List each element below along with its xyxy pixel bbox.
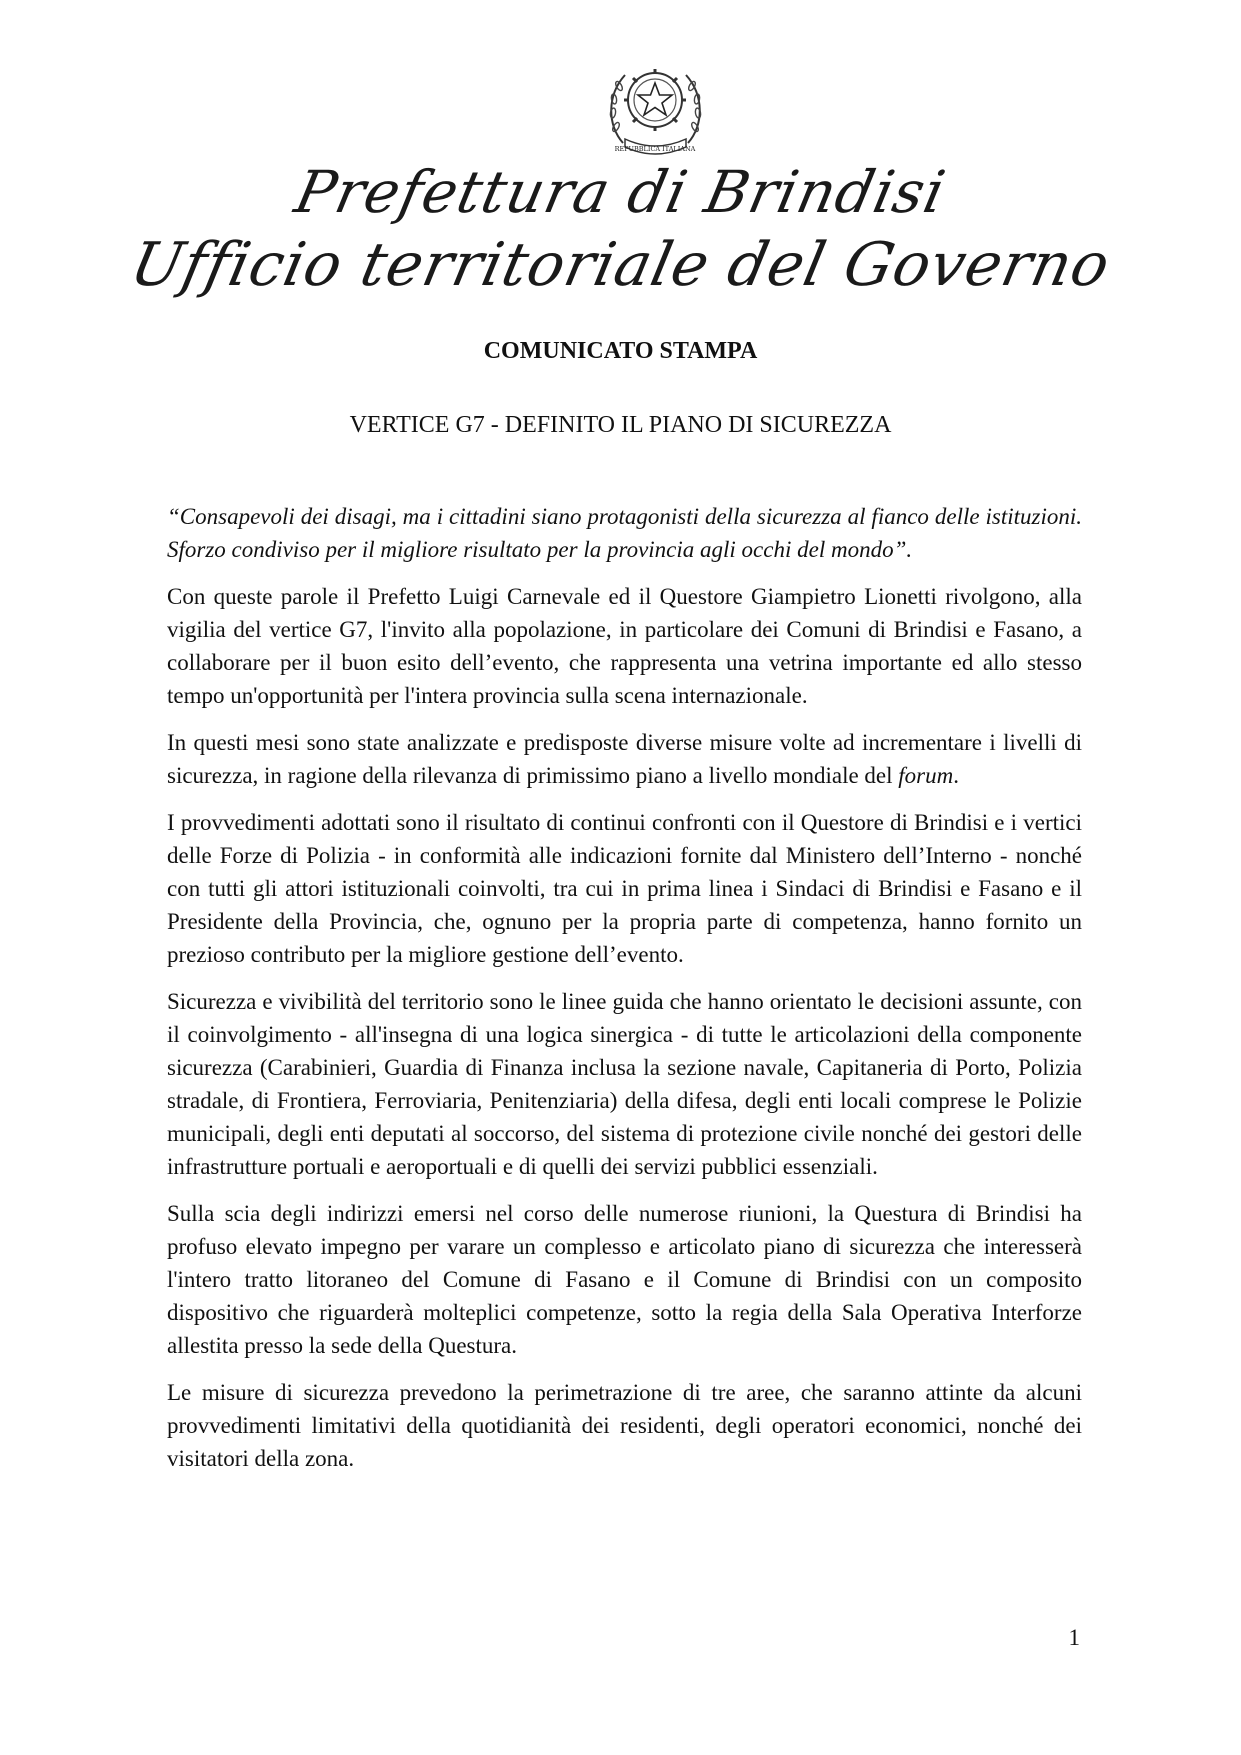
document-title: COMUNICATO STAMPA — [483, 338, 758, 364]
body-paragraph: Con queste parole il Prefetto Luigi Carnevale ed il Questore Giampietro Lionetti rivolgono, alla vigilia del vertice G7, l'invito alla popolazione, in particolare dei Comuni di Brindisi e Fasano, a collaborare per il buon esito dell’evento, che rappresenta una vetrina importante ed allo stesso tempo un'opportunità per l'intera provincia sulla scena internazionale. — [167, 584, 1082, 708]
paragraph-text: In questi mesi sono state analizzate e predisposte diverse misure volte ad incrementare i livelli di sicurezza, in ragione della rilevanza di primissimo piano a livello mondiale del — [167, 730, 1082, 788]
office-name: Ufficio territoriale del Governo — [124, 230, 1117, 300]
page-number: 1 — [1068, 1625, 1080, 1650]
body-paragraph: Sulla scia degli indirizzi emersi nel corso delle numerose riunioni, la Questura di Brindisi ha profuso elevato impegno per varare un complesso e articolato piano di sicurezza che interesserà l'intero tratto litoraneo del Comune di Fasano e il Comune di Brindisi con un composito dispositivo che riguarderà molteplici competenze, sotto la regia della Sala Operativa Interforze allestita presso la sede della Questura. — [167, 1201, 1082, 1358]
prefecture-name: Prefettura di Brindisi — [289, 158, 952, 226]
document-subtitle: VERTICE G7 - DEFINITO IL PIANO DI SICUREZZA — [349, 412, 892, 438]
paragraph-end: . — [953, 763, 959, 788]
italian-republic-emblem-icon — [603, 55, 708, 162]
svg-text:REPUBBLICA ITALIANA: REPUBBLICA ITALIANA — [614, 145, 696, 153]
quote-paragraph: “Consapevoli dei disagi, ma i cittadini siano protagonisti della sicurezza al fianco delle istituzioni. Sforzo condiviso per il migliore risultato per la provincia agli occhi del mondo”. — [167, 504, 1082, 562]
body-paragraph: Sicurezza e vivibilità del territorio sono le linee guida che hanno orientato le decisioni assunte, con il coinvolgimento - all'insegna di una logica sinergica - di tutte le articolazioni della componente sicurezza (Carabinieri, Guardia di Finanza inclusa la sezione navale, Capitaneria di Porto, Polizia stradale, di Frontiera, Ferroviaria, Penitenziaria) della difesa, degli enti locali comprese le Polizie municipali, degli enti deputati al soccorso, del sistema di protezione civile nonché dei gestori delle infrastrutture portuali e aeroportuali e di quelli dei servizi pubblici essenziali. — [167, 989, 1082, 1179]
body-paragraph — [167, 726, 1082, 792]
body-paragraph: Le misure di sicurezza prevedono la perimetrazione di tre aree, che saranno attinte da alcuni provvedimenti limitativi della quotidianità dei residenti, degli operatori economici, nonché dei visitatori della zona. — [167, 1380, 1082, 1471]
body-paragraph: I provvedimenti adottati sono il risultato di continui confronti con il Questore di Brindisi e i vertici delle Forze di Polizia - in conformità alle indicazioni fornite dal Ministero dell’Interno - nonché con tutti gli attori istituzionali coinvolti, tra cui in prima linea i Sindaci di Brindisi e Fasano e il Presidente della Provincia, che, ognuno per la propria parte di competenza, hanno fornito un prezioso contributo per la migliore gestione dell’evento. — [167, 810, 1082, 967]
document-body — [167, 500, 1082, 1489]
paragraph-italic-word: forum — [898, 763, 954, 788]
